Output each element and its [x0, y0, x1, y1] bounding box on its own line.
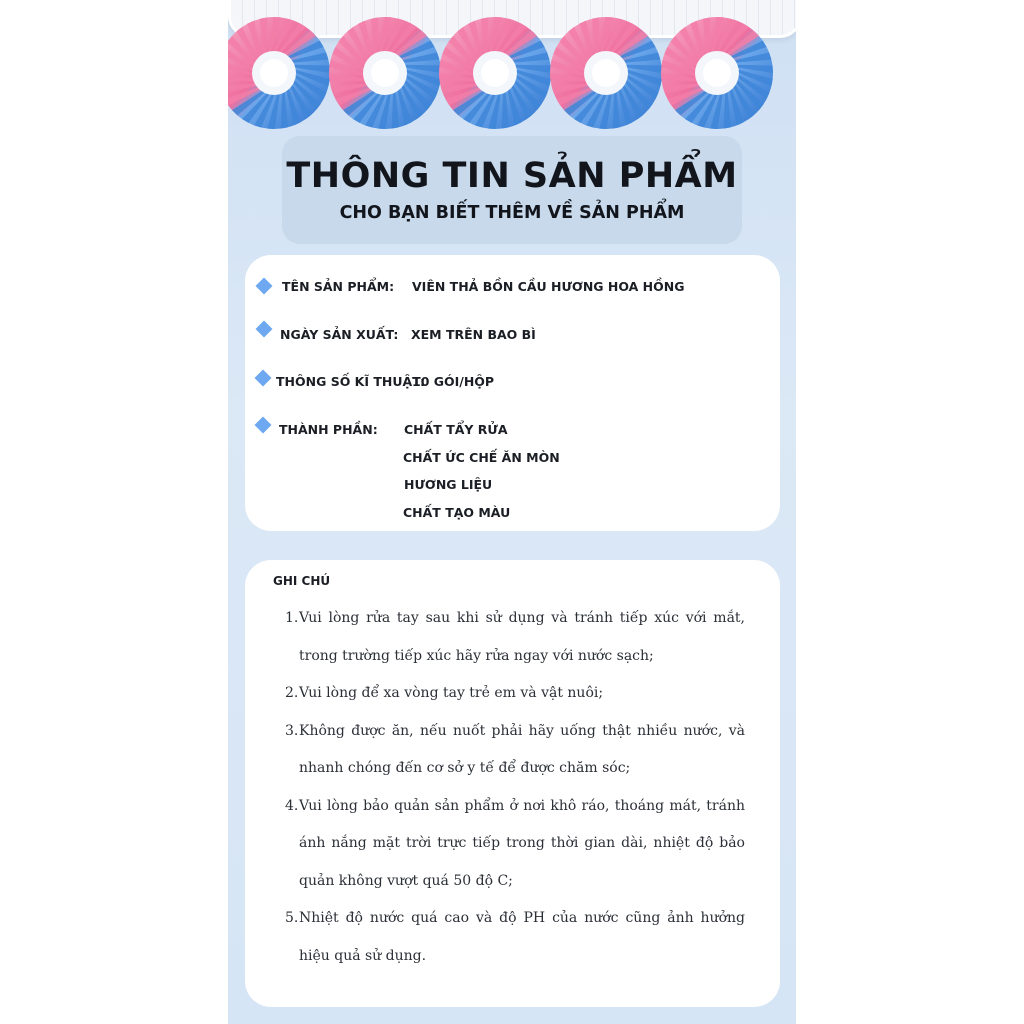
note-text: Vui lòng rửa tay sau khi sử dụng và tránh tiếp xúc với mắt, trong trường tiếp xúc hãy rửa ngay với nước sạch;	[299, 610, 745, 664]
tablet-icon	[661, 17, 773, 129]
info-label: TÊN SẢN PHẨM:	[282, 279, 395, 294]
diamond-bullet-icon	[255, 370, 272, 387]
tablet-icon	[439, 17, 551, 129]
note-number: 2.	[285, 685, 299, 701]
note-text: Nhiệt độ nước quá cao và độ PH của nước cũng ảnh hưởng hiệu quả sử dụng.	[299, 910, 745, 964]
info-label: THÀNH PHẦN:	[279, 422, 378, 437]
note-number: 4.	[285, 797, 299, 814]
page-title: THÔNG TIN SẢN PHẨM	[286, 156, 738, 196]
ingredient-item: CHẤT ỨC CHẾ ĂN MÒN	[403, 450, 560, 465]
info-label: NGÀY SẢN XUẤT:	[280, 327, 399, 342]
info-value: 10 GÓI/HỘP	[412, 374, 495, 389]
diamond-bullet-icon	[256, 278, 273, 295]
note-item	[285, 675, 745, 713]
tablet-icon	[228, 17, 330, 129]
ingredient-item: CHẤT TẠO MÀU	[403, 505, 511, 520]
tablet-icon	[329, 17, 441, 129]
note-text: Vui lòng bảo quản sản phẩm ở nơi khô ráo, thoáng mát, tránh ánh nắng mặt trời trực tiếp trong thời gian dài, nhiệt độ bảo quản không vượt quá 50 độ C;	[299, 797, 745, 889]
diamond-bullet-icon	[255, 417, 272, 434]
diamond-bullet-icon	[256, 321, 273, 338]
note-item	[285, 713, 745, 788]
product-info-card	[245, 255, 780, 531]
ingredient-item: HƯƠNG LIỆU	[404, 477, 493, 492]
tablet-icon	[550, 17, 662, 129]
note-item	[285, 600, 745, 675]
info-label: THÔNG SỐ KĨ THUẬT:	[276, 374, 426, 389]
note-item	[285, 900, 745, 975]
notes-title: GHI CHÚ	[273, 574, 331, 588]
note-number: 3.	[285, 722, 299, 739]
page-subtitle: CHO BẠN BIẾT THÊM VỀ SẢN PHẨM	[339, 203, 685, 223]
note-item	[285, 788, 745, 901]
note-number: 1.	[285, 610, 299, 626]
toilet-tablets-image	[228, 0, 796, 140]
info-value: VIÊN THẢ BỒN CẦU HƯƠNG HOA HỒNG	[412, 279, 685, 294]
note-text: Không được ăn, nếu nuốt phải hãy uống thật nhiều nước, và nhanh chóng đến cơ sở y tế để được chăm sóc;	[299, 722, 745, 776]
note-number: 5.	[285, 910, 299, 926]
info-value: XEM TRÊN BAO BÌ	[411, 327, 536, 342]
notes-card	[245, 560, 780, 1007]
note-text: Vui lòng để xa vòng tay trẻ em và vật nuôi;	[299, 685, 604, 701]
product-info-panel	[228, 0, 796, 1024]
ingredient-item: CHẤT TẨY RỬA	[404, 422, 508, 437]
notes-list	[285, 600, 745, 975]
